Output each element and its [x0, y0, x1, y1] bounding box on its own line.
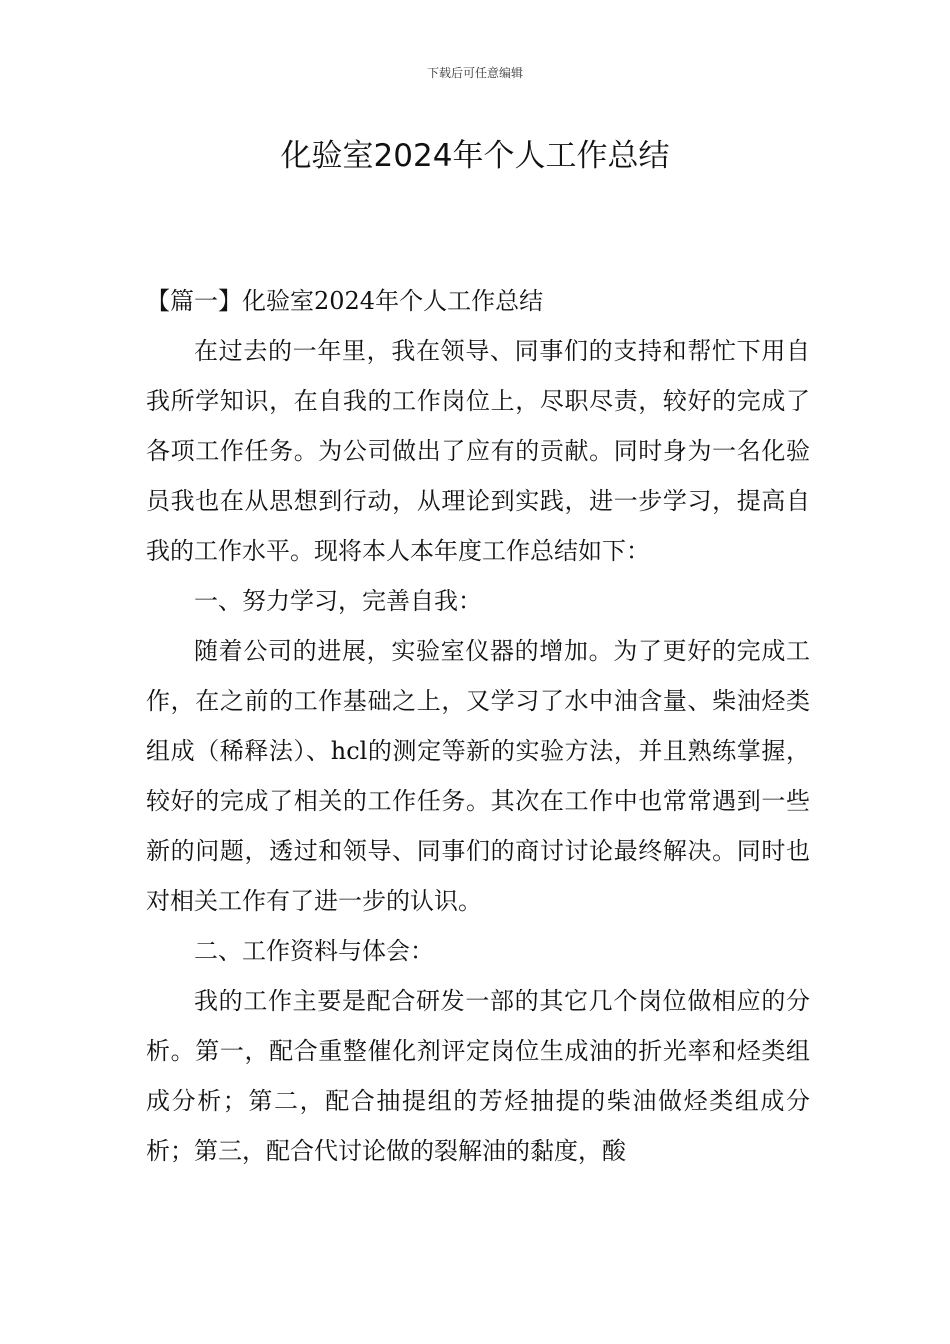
paragraph-intro: 在过去的一年里，我在领导、同事们的支持和帮忙下用自我所学知识，在自我的工作岗位上，尽职尽责，较好的完成了各项工作任务。为公司做出了应有的贡献。同时身为一名化验员我也在从思想到行动，从理论到实践，进一步学习，提高自我的工作水平。现将本人本年度工作总结如下：: [146, 337, 810, 565]
header-note: 下载后可任意编辑: [426, 66, 523, 80]
paragraph-work: 我的工作主要是配合研发一部的其它几个岗位做相应的分析。第一，配合重整催化剂评定岗位生成油的折光率和烃类组成分析；第二，配合抽提组的芳烃抽提的柴油做烃类组成分析；第三，配合代讨论做的裂解油的黏度，酸: [146, 987, 810, 1165]
document-body: [146, 276, 810, 1176]
subheading-study: 一、努力学习，完善自我：: [194, 587, 482, 615]
section-heading: 【篇一】化验室2024年个人工作总结: [146, 287, 544, 315]
document-title: 化验室2024年个人工作总结: [280, 138, 670, 174]
subheading-work: 二、工作资料与体会：: [194, 937, 434, 965]
paragraph-study: 随着公司的进展，实验室仪器的增加。为了更好的完成工作，在之前的工作基础之上，又学习了水中油含量、柴油烃类组成（稀释法）、hcl的测定等新的实验方法，并且熟练掌握，较好的完成了相关的工作任务。其次在工作中也常常遇到一些新的问题，透过和领导、同事们的商讨讨论最终解决。同时也对相关工作有了进一步的认识。: [146, 637, 810, 915]
